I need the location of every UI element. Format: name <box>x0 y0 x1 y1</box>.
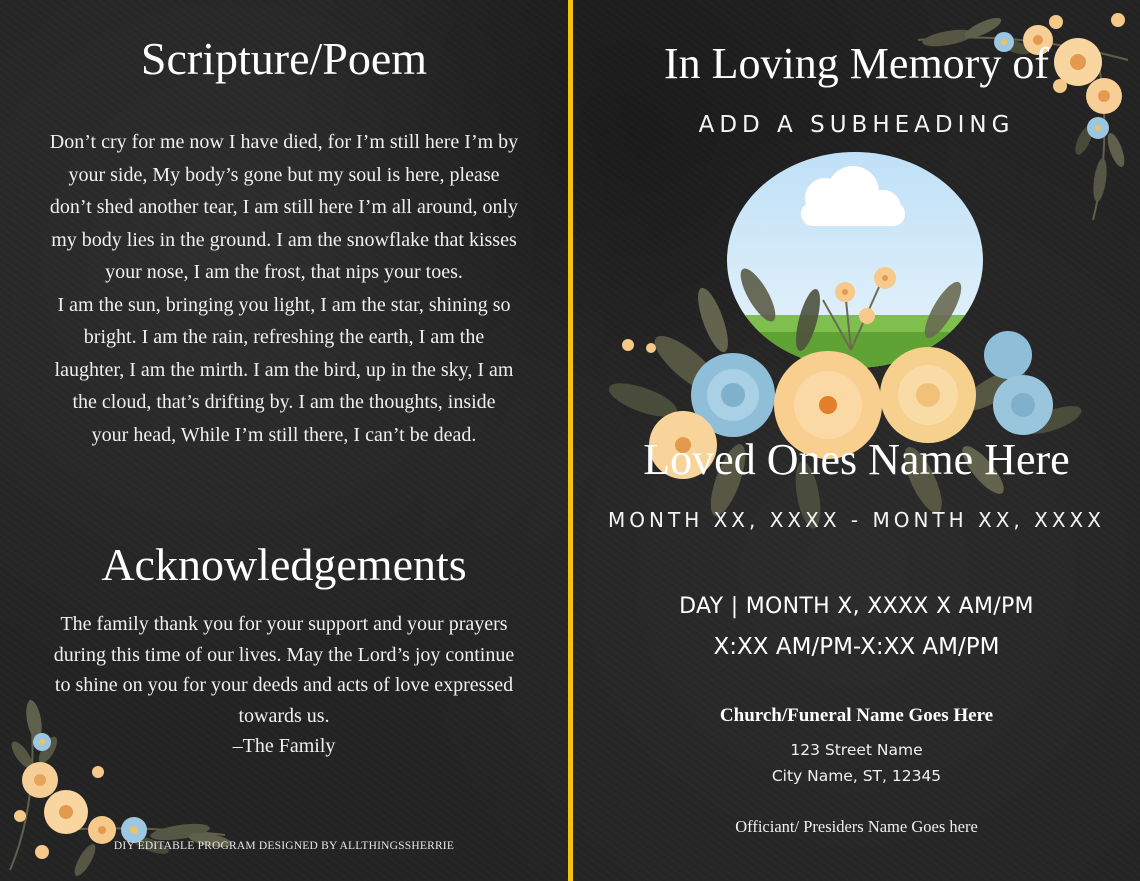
poem-line: the cloud, that’s drifting by. I am the thoughts, inside <box>72 391 496 413</box>
service-time: X:XX AM/PM-X:XX AM/PM <box>713 634 1000 660</box>
service-day: DAY | MONTH X, XXXX X AM/PM <box>679 594 1034 619</box>
photo-placeholder[interactable] <box>723 152 993 375</box>
ack-line: The family thank you for your support and your prayers <box>60 613 508 635</box>
poem-line: I am the sun, bringing you light, I am the star, shining so <box>57 293 511 316</box>
memorial-title: In Loving Memory of <box>664 39 1049 88</box>
ack-line: to shine on you for your deeds and acts of love expressed <box>54 674 514 696</box>
ack-line: towards us. <box>238 704 330 727</box>
right-panel <box>573 0 1140 881</box>
photo-frame-with-flowers-icon <box>583 150 1113 560</box>
poem-line: laughter, I am the mirth. I am the bird, up in the sky, I am <box>54 358 514 381</box>
poem-line: your nose, I am the frost, that nips your toes. <box>105 261 463 283</box>
loved-one-name: Loved Ones Name Here <box>643 435 1070 484</box>
left-panel <box>0 0 568 881</box>
poem-line: my body lies in the ground. I am the snowflake that kisses <box>51 228 517 251</box>
scripture-heading: Scripture/Poem <box>140 33 428 84</box>
poem-line: Don’t cry for me now I have died, for I’m still here I’m by <box>49 131 519 153</box>
acknowledgements-heading: Acknowledgements <box>101 539 467 590</box>
ack-line: during this time of our lives. May the Lord’s joy continue <box>53 643 515 666</box>
address-line-1: 123 Street Name <box>790 741 923 759</box>
officiant-name: Officiant/ Presiders Name Goes here <box>735 817 978 836</box>
venue-name: Church/Funeral Name Goes Here <box>719 705 994 726</box>
poem-line: your head, While I’m still there, I can’t be dead. <box>91 423 477 446</box>
address-line-2: City Name, ST, 12345 <box>771 767 942 785</box>
poem-text <box>18 126 550 451</box>
poem-line: bright. I am the rain, refreshing the earth, I am the <box>83 326 485 348</box>
ack-signature: –The Family <box>232 735 336 757</box>
poem-line: your side, My body’s gone but my soul is here, please <box>68 163 500 186</box>
life-dates: MONTH XX, XXXX - MONTH XX, XXXX <box>608 508 1105 532</box>
subheading: ADD A SUBHEADING <box>698 112 1015 138</box>
designer-credit: DIY EDITABLE PROGRAM DESIGNED BY ALLTHINGSSHERRIE <box>113 840 455 852</box>
poem-line: don’t shed another tear, I am still here I’m all around, only <box>49 196 519 218</box>
